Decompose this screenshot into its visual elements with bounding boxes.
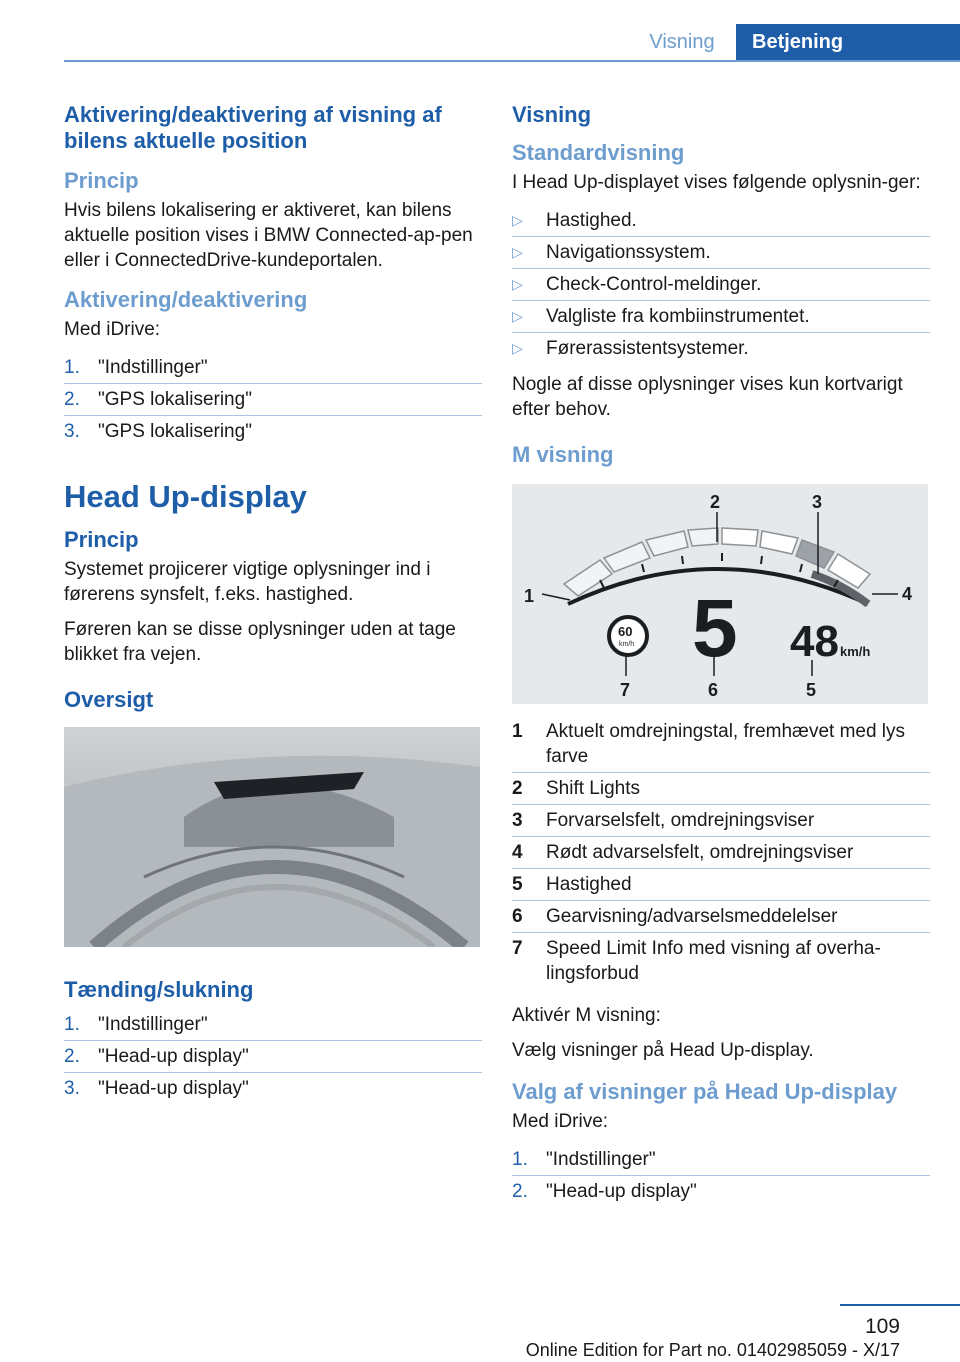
figure-legend <box>512 716 930 989</box>
callout-label-6: 6 <box>708 680 719 700</box>
page-number: 109 <box>864 1315 900 1338</box>
chapter-heading-hud: Head Up-display <box>64 479 307 514</box>
callout-label-1: 1 <box>524 586 535 606</box>
left-column <box>64 102 482 1112</box>
bullet-list-standard <box>512 205 930 364</box>
speed-display: 48 <box>790 617 839 666</box>
steps-taending <box>64 1009 482 1104</box>
list-item: 1. "Indstillinger" <box>64 352 482 384</box>
paragraph-activate-2: Vælg visninger på Head Up-display. <box>512 1040 814 1061</box>
subheading-standardvisning: Standardvisning <box>512 140 685 165</box>
list-item: ▷ Hastighed. <box>512 205 930 237</box>
list-item: 3. "GPS lokalisering" <box>64 421 252 442</box>
callout-label-3: 3 <box>812 492 823 512</box>
legend-item: 7 Speed Limit Info med visning af overha‐lingsforbud <box>512 938 881 984</box>
list-item: 2. "Head-up display" <box>512 1181 697 1202</box>
page-header <box>0 0 960 62</box>
paragraph-princip-2a: Systemet projicerer vigtige oplysninger ind i førerens synsfelt, f.eks. hastighed. <box>64 559 431 605</box>
speed-limit-value: 60 <box>618 624 633 639</box>
paragraph-med-idrive: Med iDrive: <box>64 319 161 340</box>
callout-label-2: 2 <box>710 492 721 512</box>
list-item: 3. "Head-up display" <box>64 1078 249 1099</box>
subheading-princip-2: Princip <box>64 527 139 552</box>
callout-label-5: 5 <box>806 680 817 700</box>
legend-item: 1 Aktuelt omdrejningstal, fremhævet med lys farve <box>512 716 930 773</box>
legend-item: 4 Rødt advarselsfelt, omdrejningsviser <box>512 837 930 869</box>
paragraph-standardvisning: I Head Up-displayet vises følgende oplysnin‐ger: <box>512 172 921 193</box>
footer-rule <box>840 1304 960 1306</box>
subheading-princip-1: Princip <box>64 168 139 193</box>
subheading-taending: Tænding/slukning <box>64 977 254 1002</box>
subheading-aktivering: Aktivering/deaktivering <box>64 287 308 312</box>
subheading-valg: Valg af visninger på Head Up-display <box>512 1079 898 1104</box>
list-item: ▷ Valgliste fra kombiinstrumentet. <box>512 301 930 333</box>
callout-label-7: 7 <box>620 680 631 700</box>
hud-overview-image <box>64 727 480 947</box>
header-rule <box>64 60 960 62</box>
paragraph-princip-1: Hvis bilens lokalisering er aktiveret, kan bilens aktuelle position vises i BMW Connected-ap‐pen eller i ConnectedDrive-kundeportalen. <box>64 200 473 271</box>
paragraph-princip-2b: Føreren kan se disse oplysninger uden at tage blikket fra vejen. <box>64 619 456 665</box>
subheading-oversigt: Oversigt <box>64 687 154 712</box>
list-item: ▷ Check-Control-meldinger. <box>512 269 930 301</box>
header-tab-betjening[interactable]: Betjening <box>736 24 960 60</box>
paragraph-activate-1: Aktivér M visning: <box>512 1005 661 1026</box>
steps-valg <box>512 1144 930 1207</box>
edition-line: Online Edition for Part no. 01402985059 - X/17 <box>525 1340 900 1360</box>
list-item: 1. "Indstillinger" <box>512 1144 930 1176</box>
section-heading-visning: Visning <box>512 102 592 127</box>
section-heading-position: Aktivering/deaktivering af visning af bilens aktuelle position <box>64 102 442 153</box>
speed-unit: km/h <box>840 644 871 659</box>
paragraph-note: Nogle af disse oplysninger vises kun kortvarigt efter behov. <box>512 374 903 420</box>
header-tab-visning[interactable]: Visning <box>649 31 715 53</box>
list-item: ▷ Navigationssystem. <box>512 237 930 269</box>
list-item: 1. "Indstillinger" <box>64 1009 482 1041</box>
list-item: 2. "Head-up display" <box>64 1041 482 1073</box>
list-item: 2. "GPS lokalisering" <box>64 384 482 416</box>
legend-item: 6 Gearvisning/advarselsmeddelelser <box>512 901 930 933</box>
list-item: ▷ Førerassistentsystemer. <box>512 338 749 359</box>
speed-limit-unit: km/h <box>619 641 635 648</box>
legend-item: 3 Forvarselsfelt, omdrejningsviser <box>512 805 930 837</box>
gear-display: 5 <box>692 583 738 674</box>
m-visning-figure <box>512 484 928 704</box>
legend-item: 5 Hastighed <box>512 869 930 901</box>
paragraph-valg: Med iDrive: <box>512 1111 609 1132</box>
legend-item: 2 Shift Lights <box>512 773 930 805</box>
steps-aktivering <box>64 352 482 447</box>
right-column <box>512 102 930 1215</box>
callout-label-4: 4 <box>902 584 913 604</box>
subheading-m-visning: M visning <box>512 442 614 467</box>
